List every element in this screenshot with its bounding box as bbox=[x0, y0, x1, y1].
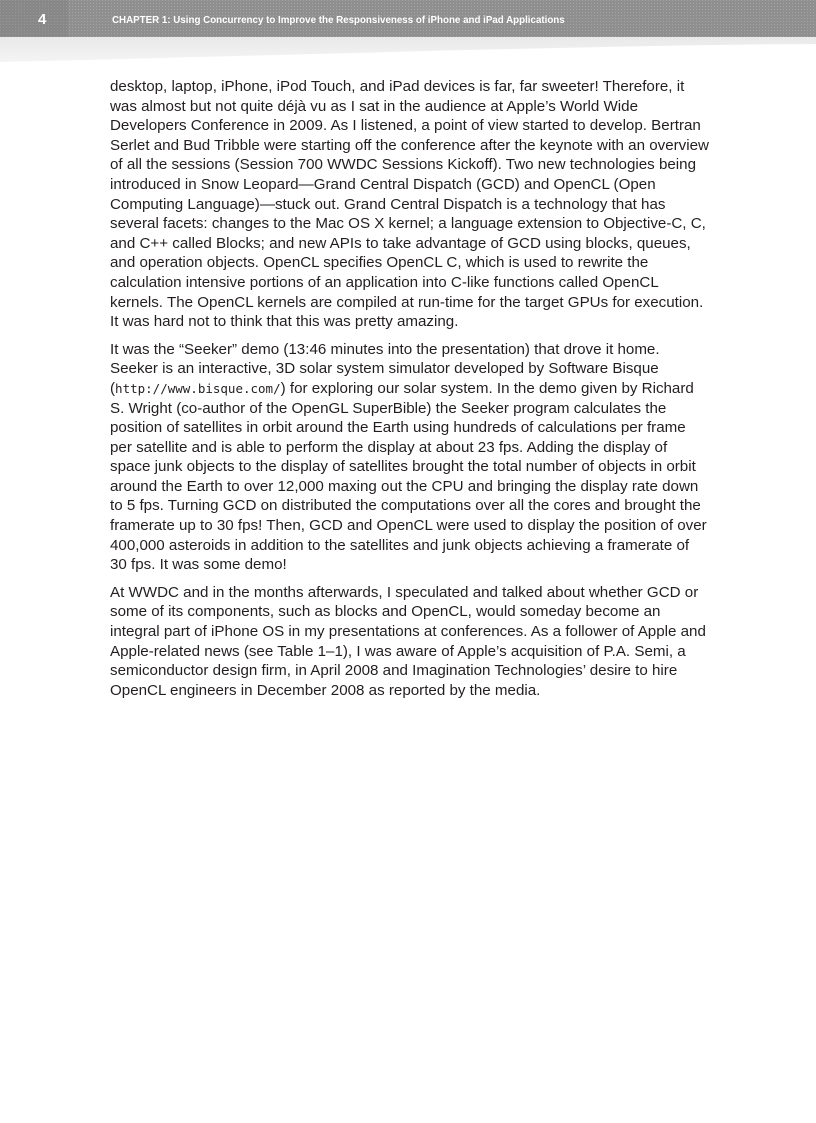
header-band-graphic bbox=[0, 0, 816, 62]
page-number: 4 bbox=[38, 11, 47, 28]
paragraph-2-text-end: ) for exploring our solar system. In the demo given by Richard S. Wright (co-author of the OpenGL SuperBible) the Seeker program calculates the position of satellites in orbit around the Earth using hundreds of calculations per frame per satellite and is able to perform the display at about 23 fps. Adding the display of space junk objects to the display of satellites brought the total number of objects in orbit around the Earth to over 12,000 maxing out the CPU and bringing the display rate down to 5 fps. Turning GCD on distributed the computations over all the cores and brought the framerate up to 30 fps! Then, GCD and OpenCL were used to display the position of over 400,000 asteroids in addition to the satellites and junk objects achieving a framerate of 30 fps. It was some demo! bbox=[110, 379, 707, 574]
chapter-running-head: CHAPTER 1: Using Concurrency to Improve the Responsiveness of iPhone and iPad Applications bbox=[112, 14, 565, 26]
url-code: http://www.bisque.com/ bbox=[115, 380, 281, 396]
running-header bbox=[0, 0, 816, 62]
paragraph-3: At WWDC and in the months afterwards, I speculated and talked about whether GCD or some of its components, such as blocks and OpenCL, would someday become an integral part of iPhone OS in my presentations at conferences. As a follower of Apple and Apple-related news (see Table 1–1), I was aware of Apple’s acquisition of P.A. Semi, a semiconductor design firm, in April 2008 and Imagination Technologies’ desire to hire OpenCL engineers in December 2008 as reported by the media. bbox=[110, 583, 706, 699]
body-text bbox=[110, 77, 710, 708]
paragraph-2-text-start: It was the “Seeker” demo (13:46 minutes into the presentation) that drove it home. Seeker is an interactive, 3D solar system simulator developed by Software Bisque ( bbox=[110, 340, 660, 397]
page-number-tab bbox=[0, 0, 68, 37]
paragraph-1: desktop, laptop, iPhone, iPod Touch, and iPad devices is far, far sweeter! Therefore, it was almost but not quite déjà vu as I sat in the audience at Apple’s World Wide Developers Conference in 2009. As I listened, a point of view started to develop. Bertran Serlet and Bud Tribble were starting off the conference after the keynote with an overview of all the sessions (Session 700 WWDC Sessions Kickoff). Two new technologies being introduced in Snow Leopard—Grand Central Dispatch (GCD) and OpenCL (Open Computing Language)—stuck out. Grand Central Dispatch is a technology that has several facets: changes to the Mac OS X kernel; a language extension to Objective-C, C, and C++ called Blocks; and new APIs to take advantage of GCD using blocks, queues, and operation objects. OpenCL specifies OpenCL C, which is used to rewrite the calculation intensive portions of an application into C-like functions called OpenCL kernels. The OpenCL kernels are compiled at run-time for the target GPUs for execution. It was hard not to think that this was pretty amazing. bbox=[110, 78, 709, 331]
paragraph-2 bbox=[110, 340, 710, 575]
